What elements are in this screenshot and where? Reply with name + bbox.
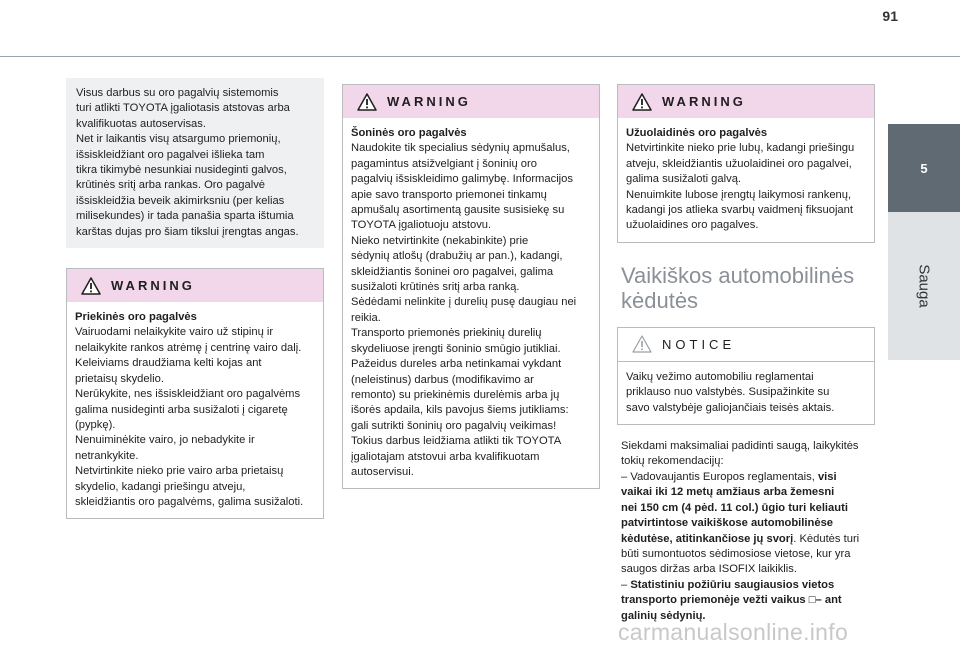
warning-line: įgaliotajam atstovui arba kvalifikuotam (351, 450, 540, 463)
bullet-text: – Vadovaujantis Europos reglamentais, (621, 470, 818, 483)
page-number: 91 (882, 8, 898, 24)
intro-line: turi atlikti TOYOTA įgaliotasis atstovas arba (76, 102, 290, 115)
chapter-title: Sauga (915, 264, 933, 308)
warning-line: Keleiviams draudžiama kelti kojas ant (75, 357, 262, 370)
notice-header (618, 328, 874, 362)
warning-line: reikia. (351, 311, 381, 324)
chapter-title-box (888, 212, 960, 360)
warning-box-side-airbags (342, 84, 600, 489)
warning-line: Tokius darbus leidžiama atlikti tik TOYOTA (351, 435, 562, 448)
warning-line: Transporto priemonės priekinių durelių (351, 327, 542, 340)
warning-line: Nieko netvirtinkite (nekabinkite) prie (351, 234, 529, 247)
intro-line: tikra tikimybė nesunkiai nusideginti galvos, (76, 164, 287, 177)
intro-line: Net ir laikantis visų atsargumo priemonių, (76, 133, 281, 146)
warning-line: (neleistinus) darbus (modifikavimo ar (351, 373, 534, 386)
warning-line: autoservisui. (351, 465, 414, 478)
warning-line: prietaisų skydelio. (75, 372, 164, 385)
bullet-line (621, 532, 875, 547)
warning-line: galima susižaloti galvą. (626, 173, 742, 186)
bullet-bold-line: galinių sėdynių. (621, 609, 706, 622)
warning-heading: Priekinės oro pagalvės (75, 311, 197, 324)
bullet-text: . Kėdutės turi (793, 532, 860, 545)
warning-line: netrankykite. (75, 449, 139, 462)
warning-line: Sėdėdami nelinkite į durelių pusę daugiau nei (351, 296, 577, 309)
warning-line: pagamintus atsižvelgiant į šoninių oro (351, 157, 537, 170)
warning-line: susižaloti krūtinės sritį arba ranką. (351, 281, 520, 294)
header-rule (0, 56, 960, 57)
bullet-bold: visi (817, 470, 837, 483)
intro-line: krūtinės sritį arba rankas. Oro pagalvė (76, 179, 266, 192)
intro-box (66, 78, 324, 248)
notice-line: savo valstybėje galiojančiais teisės aktais. (626, 401, 835, 414)
bullet-line (621, 470, 875, 485)
warning-line: (pypkę). (75, 418, 116, 431)
notice-line: Vaikų vežimo automobiliu reglamentai (626, 370, 814, 383)
bullet-line (621, 578, 875, 593)
column-2 (342, 84, 600, 489)
bullet-text: – (621, 578, 631, 591)
bullet-bold-line: patvirtintose vaikiškose automobilinėse (621, 517, 834, 530)
warning-box-curtain-airbags (617, 84, 875, 243)
warning-line: apie savo transporto priemonei tinkamų (351, 188, 547, 201)
body-paragraph (621, 439, 875, 624)
intro-line: išsiskleidžia beveik akimirksniu (per kelias (76, 194, 285, 207)
warning-header (343, 85, 599, 118)
warning-line: Vairuodami nelaikykite vairo už stipinų ir (75, 326, 274, 339)
warning-line: Netvirtinkite nieko prie lubų, kadangi priešingu (626, 142, 855, 155)
notice-body (618, 362, 874, 424)
warning-line: Nenuimkite lubose įrengtų laikymosi rankenų, (626, 188, 852, 201)
warning-line: skleidžiantis šoninei oro pagalvei, galima (351, 265, 554, 278)
intro-line: kvalifikuotas autoservisas. (76, 117, 206, 130)
warning-line: užuolaidines oro pagalves. (626, 219, 759, 232)
warning-label: WARNING (111, 278, 195, 294)
warning-line: išorės apdaila, kils pavojus šiems jutikliams: (351, 404, 569, 417)
bullet-text-line: būti sumontuotos sėdimosiose vietose, kur yra (621, 547, 851, 560)
warning-header (618, 85, 874, 118)
intro-line: milisekundes) ir tada panašia sparta ištumia (76, 210, 294, 223)
body-line: tokių rekomendacijų: (621, 455, 724, 468)
warning-header (67, 269, 323, 302)
watermark: carmanualsonline.info (618, 619, 849, 645)
intro-line: karštas dujas pro šiam tikslui įrengtas angas. (76, 225, 299, 238)
notice-line: priklauso nuo valstybės. Susipažinkite su (626, 386, 830, 399)
body-line: Siekdami maksimaliai padidinti saugą, laikykitės (621, 440, 859, 453)
warning-body (618, 118, 874, 242)
warning-label: WARNING (662, 94, 746, 109)
warning-line: nelaikykite rankos atrėmę į centrinę vairo dalį. (75, 341, 302, 354)
warning-line: sėdynių atlošų (drabužių ar pan.), kadangi, (351, 250, 563, 263)
chapter-number: 5 (888, 124, 960, 212)
warning-line: Netvirtinkite nieko prie vairo arba prietaisų (75, 465, 284, 478)
bullet-bold-line: nei 150 cm (4 pėd. 11 col.) ūgio turi keliauti (621, 501, 848, 514)
section-title (621, 263, 875, 313)
warning-box-front-airbags (66, 268, 324, 519)
column-3 (617, 84, 875, 624)
section-title-line: kėdutės (621, 287, 699, 313)
warning-body (343, 118, 599, 488)
warning-heading: Šoninės oro pagalvės (351, 127, 467, 139)
warning-line: pagalvių išsiskleidimo galimybę. Informacijos (351, 173, 573, 186)
warning-line: atveju, skleidžiantis užuolaidinei oro pagalvei, (626, 157, 852, 170)
warning-line: Pažeidus dureles arba netinkamai vykdant (351, 358, 562, 371)
warning-body (67, 302, 323, 518)
warning-line: TOYOTA įgaliotuoju atstovu. (351, 219, 492, 232)
bullet-bold-line: vaikai iki 12 metų amžiaus arba žemesni (621, 486, 835, 499)
notice-box (617, 327, 875, 425)
warning-line: galima nusideginti arba susižaloti į cigaretę (75, 403, 288, 416)
bullet-bold: Statistiniu požiūriu saugiausios vietos (630, 578, 835, 591)
warning-line: skydelio, kadangi priešingu atveju, (75, 480, 246, 493)
warning-line: skydeliuose įrengti šoninio smūgio jutikliai. (351, 342, 561, 355)
chapter-tab (888, 124, 960, 360)
intro-line: Visus darbus su oro pagalvių sistemomis (76, 87, 279, 99)
warning-line: kadangi jos atlieka svarbų vaidmenį fiksuojant (626, 204, 853, 217)
warning-line: Naudokite tik specialius sėdynių apmušalus, (351, 142, 570, 155)
warning-triangle-icon (81, 277, 101, 295)
bullet-bold-line: transporto priemonėje vežti vaikus □– ant (621, 594, 842, 607)
bullet-bold: kėdutėse, atitinkančiose jų svorį (621, 532, 794, 545)
warning-line: skleidžiantis oro pagalvėms, galima susižaloti. (75, 495, 304, 508)
notice-label: NOTICE (662, 336, 736, 352)
notice-triangle-icon (632, 335, 652, 353)
bullet-text-line: saugos diržas arba ISOFIX laikiklis. (621, 563, 797, 576)
intro-line: išsiskleidžiant oro pagalvei išlieka tam (76, 148, 265, 161)
warning-triangle-icon (632, 93, 652, 111)
warning-line: remonto) su priekinėmis durelėmis arba jų (351, 388, 560, 401)
column-1 (66, 78, 324, 519)
warning-line: Nenuiminėkite vairo, jo nebadykite ir (75, 434, 255, 447)
warning-triangle-icon (357, 93, 377, 111)
warning-line: gali sutrikti šoninių oro pagalvių veikimas! (351, 419, 557, 432)
warning-label: WARNING (387, 94, 471, 109)
warning-line: Nerūkykite, nes išsiskleidžiant oro pagalvėms (75, 388, 301, 401)
warning-line: apmušalų asortimentą gausite susisiekę su (351, 204, 565, 217)
warning-heading: Užuolaidinės oro pagalvės (626, 127, 768, 139)
section-title-line: Vaikiškos automobilinės (621, 262, 855, 288)
